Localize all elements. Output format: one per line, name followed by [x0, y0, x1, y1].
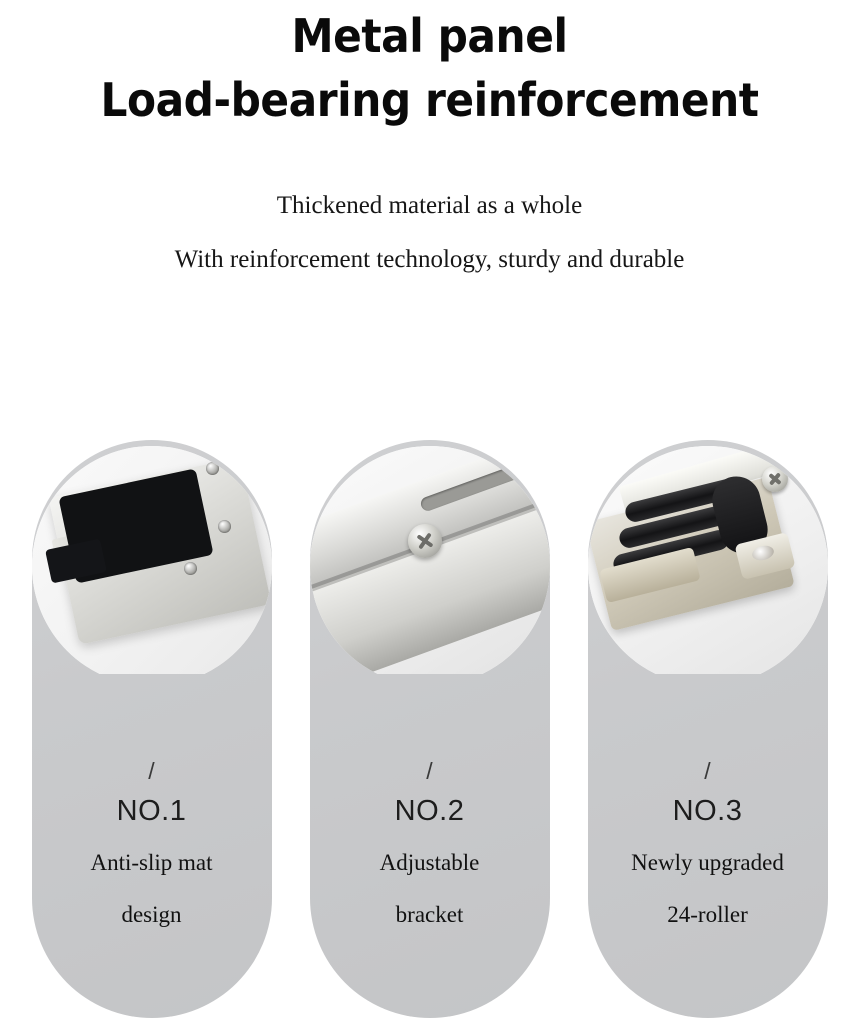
feature-card-1 [32, 440, 272, 1018]
screw-icon [408, 524, 442, 558]
card-1-caption [32, 760, 272, 928]
card-1-desc-line-2: design [121, 902, 182, 927]
feature-card-2 [310, 440, 550, 1018]
card-3-caption [588, 760, 828, 928]
photo-frame-2 [310, 446, 550, 674]
card-1-desc-line-1: Anti-slip mat [90, 850, 213, 875]
card-3-desc-line-2: 24-roller [667, 902, 748, 927]
subheadline-line-1: Thickened material as a whole [276, 192, 583, 219]
subheadline-block [0, 192, 859, 274]
card-3-desc-line-1: Newly upgraded [631, 850, 784, 875]
headline-line-1: Metal panel [291, 9, 568, 63]
adjustable-bracket-photo [310, 446, 550, 674]
card-2-number: NO.2 [394, 795, 465, 827]
screw-icon [206, 462, 219, 475]
subheadline-line-2: With reinforcement technology, sturdy and durable [174, 246, 685, 273]
card-2-desc-line-2: bracket [395, 902, 464, 927]
photo-frame-1 [32, 446, 272, 674]
card-1-number: NO.1 [116, 795, 187, 827]
card-2-desc-line-1: Adjustable [379, 850, 480, 875]
roller-assembly-photo [588, 446, 828, 674]
feature-card-3 [588, 440, 828, 1018]
anti-slip-mat-photo [32, 446, 272, 674]
card-3-divider: / [704, 758, 711, 784]
card-3-number: NO.3 [672, 795, 743, 827]
screw-icon [218, 520, 231, 533]
photo-frame-3 [588, 446, 828, 674]
screw-icon [184, 562, 197, 575]
screw-icon [762, 466, 788, 492]
feature-card-row [0, 440, 859, 1025]
card-2-caption [310, 760, 550, 928]
card-1-divider: / [148, 758, 155, 784]
headline-line-2: Load-bearing reinforcement [100, 73, 759, 128]
card-2-divider: / [426, 758, 433, 784]
headline-block [0, 0, 859, 128]
